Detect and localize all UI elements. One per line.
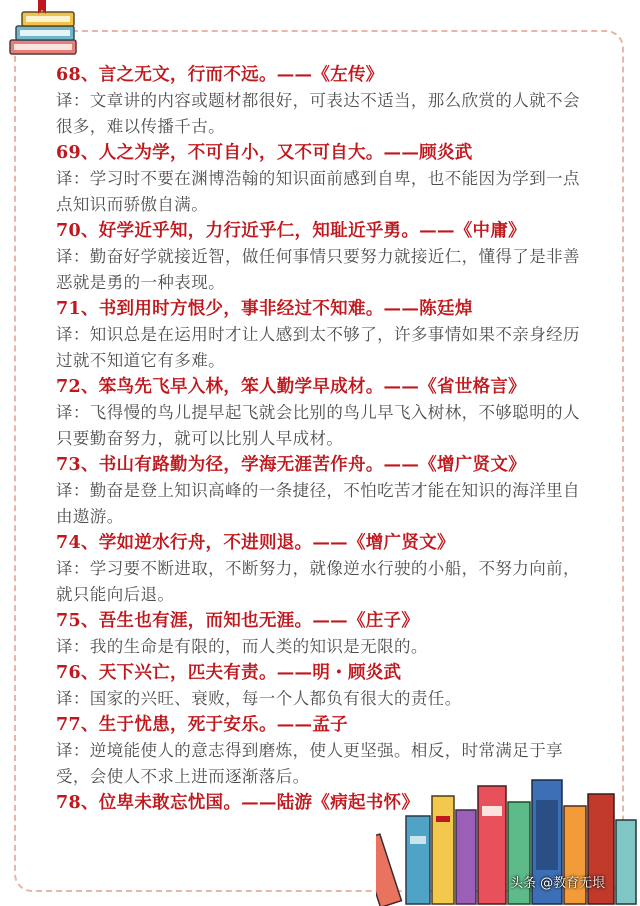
translation-text: 译：飞得慢的鸟儿提早起飞就会比别的鸟儿早飞入树林，不够聪明的人只要勤奋努力，就可以比别人早成材。: [56, 403, 580, 448]
quote-text: 78、位卑未敢忘忧国。——陆游《病起书怀》: [56, 793, 420, 813]
translation-text: 译：我的生命是有限的，而人类的知识是无限的。: [56, 637, 428, 656]
translation-text: 译：勤奋是登上知识高峰的一条捷径，不怕吃苦才能在知识的海洋里自由遨游。: [56, 481, 580, 526]
translation-text: 译：学习要不断进取，不断努力，就像逆水行驶的小船，不努力向前，就只能向后退。: [56, 559, 580, 604]
translation-text: 译：学习时不要在渊博浩翰的知识面前感到自卑，也不能因为学到一点点知识而骄傲自满。: [56, 169, 580, 214]
quote-text: 77、生于忧患，死于安乐。——孟子: [56, 715, 348, 735]
quote-text: 72、笨鸟先飞早入林，笨人勤学早成材。——《省世格言》: [56, 377, 526, 397]
quotes-list: [56, 62, 586, 816]
quote-text: 70、好学近乎知，力行近乎仁，知耻近乎勇。——《中庸》: [56, 221, 526, 241]
quote-entry-74: [56, 530, 586, 608]
quote-entry-72: [56, 374, 586, 452]
quote-text: 74、学如逆水行舟，不进则退。——《增广贤文》: [56, 533, 455, 553]
quote-text: 76、天下兴亡，匹夫有责。——明・顾炎武: [56, 663, 402, 683]
translation-text: 译：知识总是在运用时才让人感到太不够了，许多事情如果不亲身经历过就不知道它有多难。: [56, 325, 580, 370]
quote-text: 68、言之无文，行而不远。——《左传》: [56, 65, 384, 85]
translation-text: 译：逆境能使人的意志得到磨炼，使人更坚强。相反，时常满足于享受，会使人不求上进而逐渐落后。: [56, 741, 563, 786]
translation-text: 译：勤奋好学就接近智，做任何事情只要努力就接近仁，懂得了是非善恶就是勇的一种表现。: [56, 247, 580, 292]
quote-text: 73、书山有路勤为径，学海无涯苦作舟。——《增广贤文》: [56, 455, 526, 475]
translation-text: 译：国家的兴旺、衰败，每一个人都负有很大的责任。: [56, 689, 462, 708]
quote-text: 75、吾生也有涯，而知也无涯。——《庄子》: [56, 611, 420, 631]
quote-text: 71、书到用时方恨少，事非经过不知难。——陈廷焯: [56, 299, 473, 319]
quote-entry-69: [56, 140, 586, 218]
quote-entry-71: [56, 296, 586, 374]
translation-text: 译：文章讲的内容或题材都很好，可表达不适当，那么欣赏的人就不会很多，难以传播千古。: [56, 91, 580, 136]
quote-entry-68: [56, 62, 586, 140]
quote-text: 69、人之为学，不可自小，又不可自大。——顾炎武: [56, 143, 473, 163]
quote-entry-70: [56, 218, 586, 296]
book-stack-icon: [4, 0, 84, 66]
watermark: 头条 @教育无垠: [510, 876, 606, 891]
quote-entry-76: [56, 660, 586, 712]
quote-entry-73: [56, 452, 586, 530]
quote-entry-75: [56, 608, 586, 660]
